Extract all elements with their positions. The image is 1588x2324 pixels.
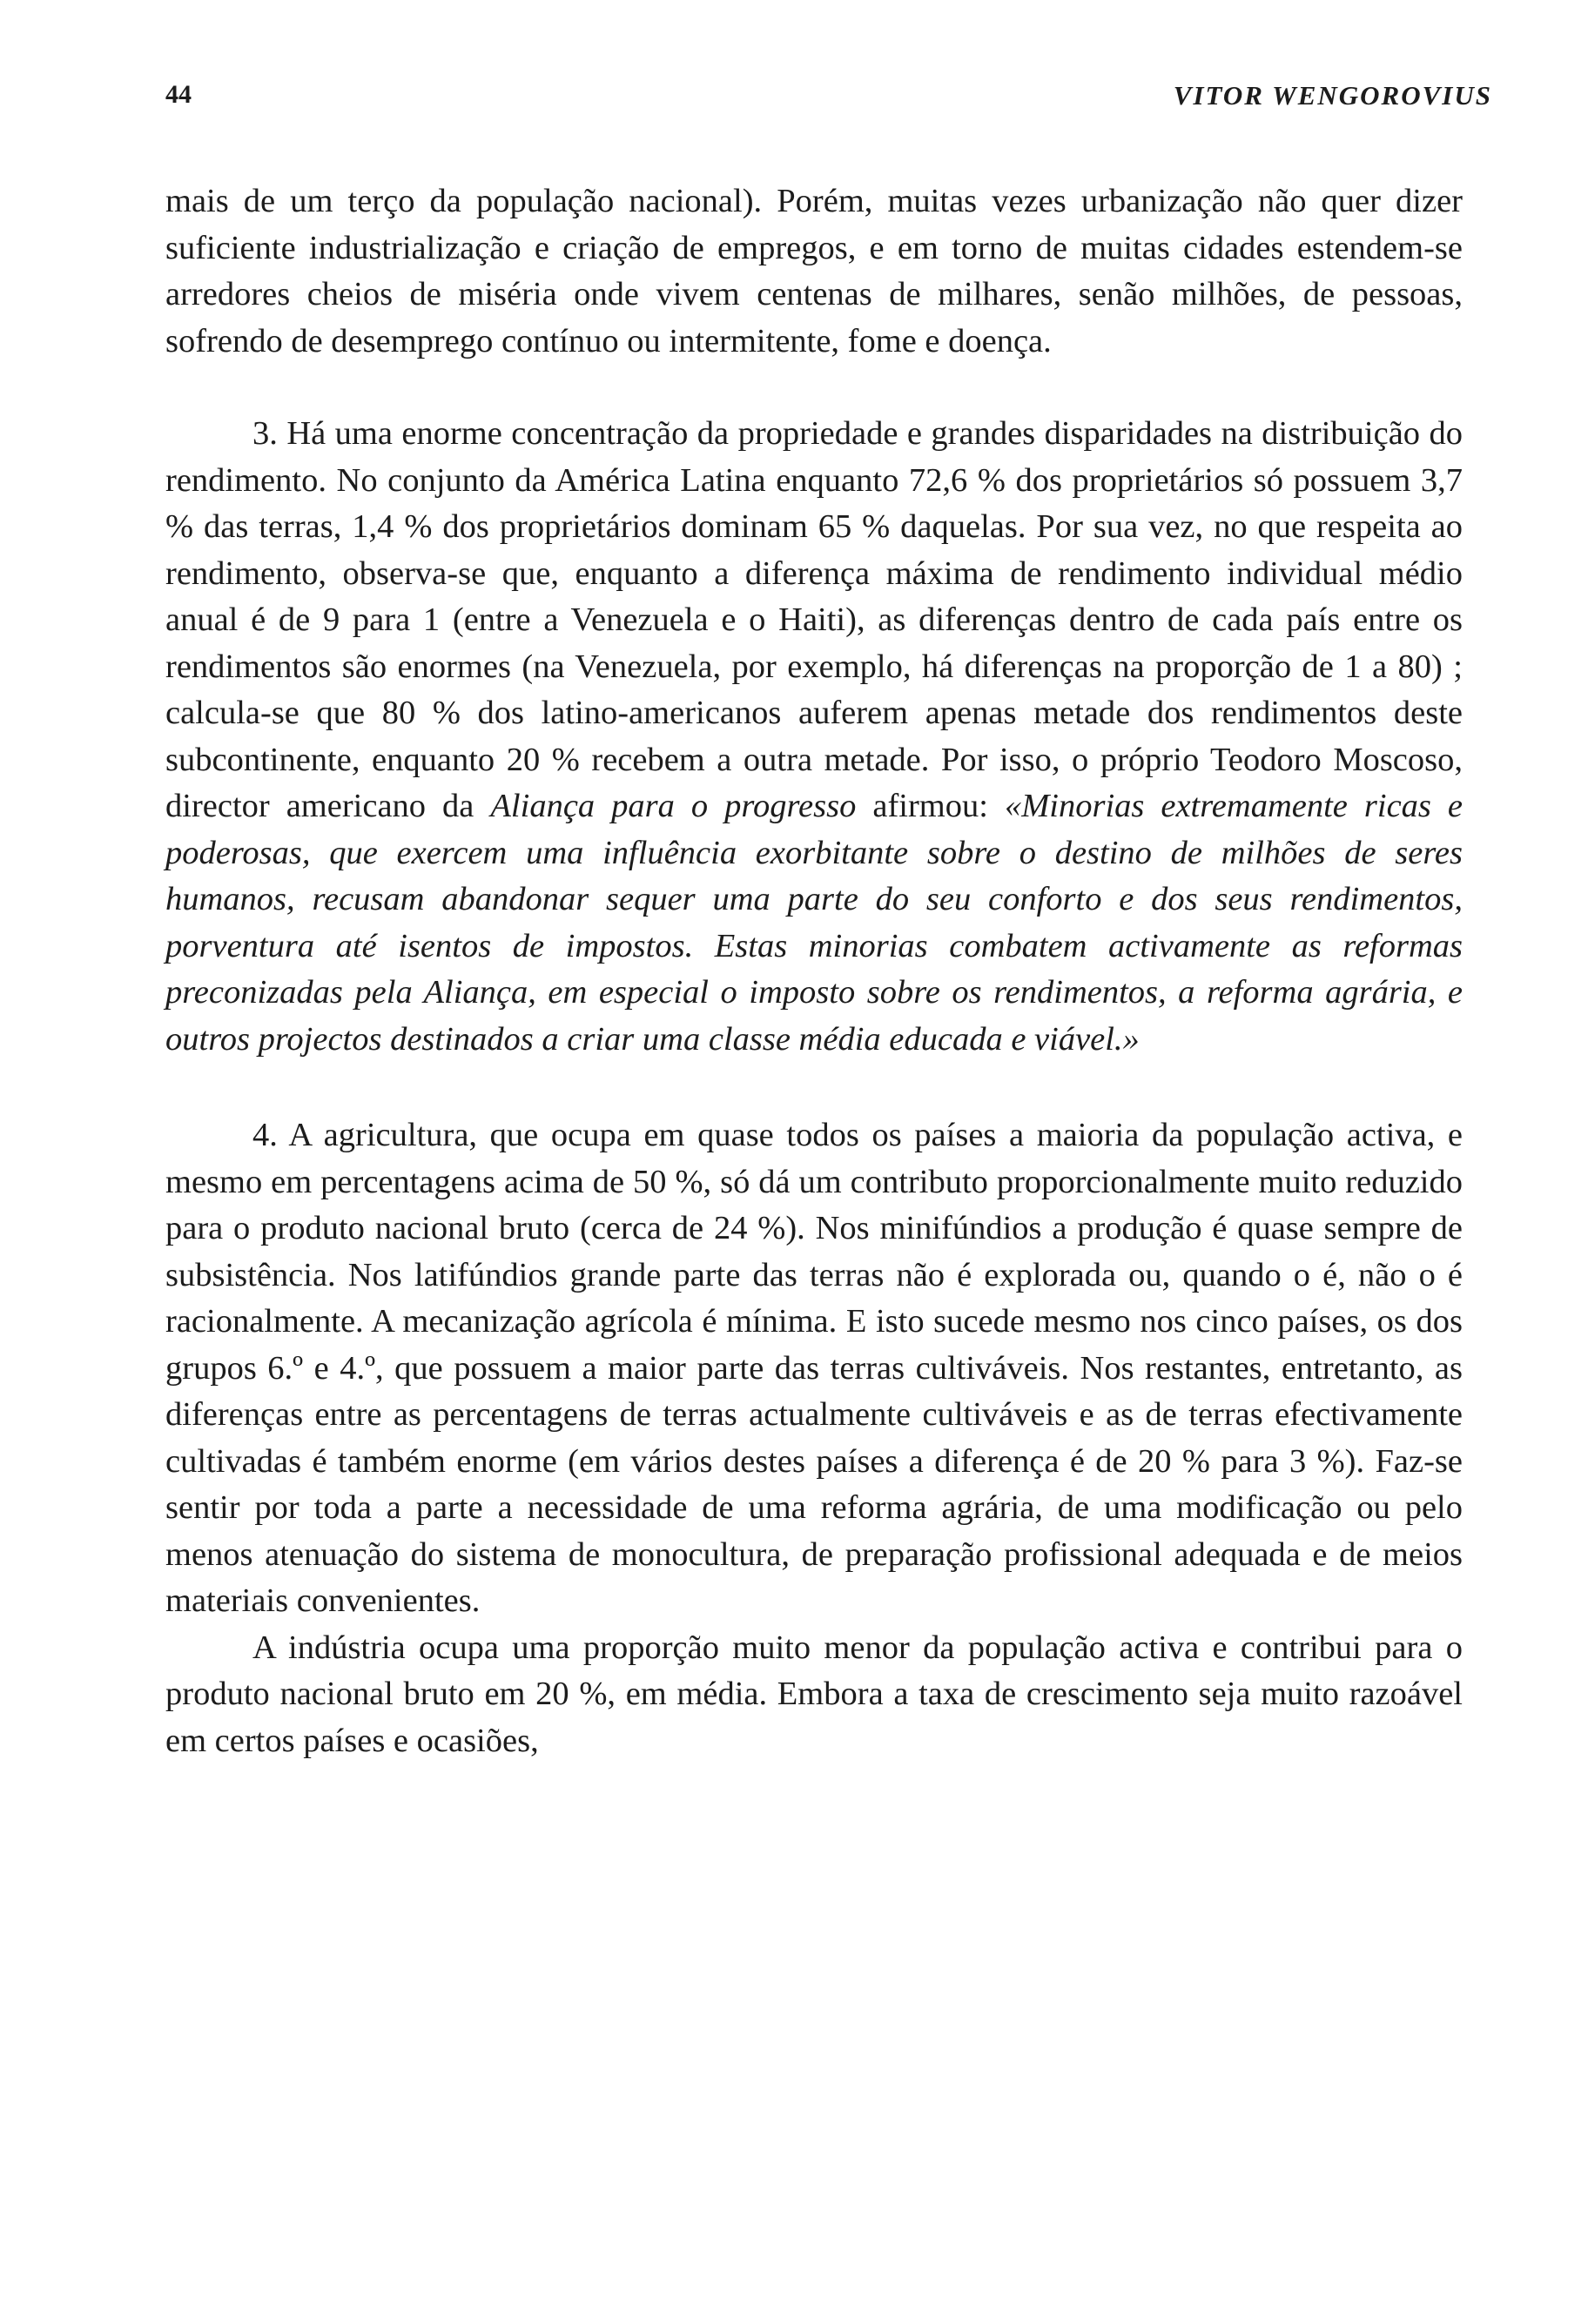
paragraph-4: A indústria ocupa uma proporção muito menor da população activa e contribui para o produto nacional bruto em 20 %, em média. Embora a taxa de crescimento seja muito razoável em certos países e ocasiões, xyxy=(165,1629,1463,1759)
paragraph-2-text: 3. Há uma enorme concentração da propriedade e grandes disparidades na distribuição do rendimento. No conjunto da América Latina enquanto 72,6 % dos proprietários só possuem 3,7 % das terras, 1,4 % dos proprietários dominam 65 % daquelas. Por sua vez, no que respeita ao rendimento, observa-se que, enquanto a diferença máxima de rendimento individual médio anual é de 9 para 1 (entre a Venezuela e o Haiti), as diferenças dentro de cada país entre os rendimentos são enormes (na Venezuela, por exemplo, há diferenças na proporção de 1 a 80) ; calcula-se que 80 % dos latino-americanos auferem apenas metade dos rendimentos deste subcontinente, enquanto 20 % recebem a outra metade. Por isso, o próprio Teodoro Moscoso, director americano da xyxy=(165,415,1463,824)
paragraph-3: 4. A agricultura, que ocupa em quase todos os países a maioria da população activa, e mesmo em percentagens acima de 50 %, só dá um contributo proporcionalmente muito reduzido para o produto nacional bruto (cerca de 24 %). Nos minifúndios a produção é quase sempre de subsistência. Nos latifúndios grande parte das terras não é explorada ou, quando o é, não o é racionalmente. A mecanização agrícola é mínima. E isto sucede mesmo nos cinco países, os dos grupos 6.º e 4.º, que possuem a maior parte das terras cultiváveis. Nos restantes, entretanto, as diferenças entre as percentagens de terras actualmente cultiváveis e as de terras efectivamente cultivadas é também enorme (em vários destes países a diferença é de 20 % para 3 %). Faz-se sentir por toda a parte a necessidade de uma reforma agrária, de uma modificação ou pelo menos atenuação do sistema de monocultura, de preparação profissional adequada e de meios materiais convenientes. xyxy=(165,1117,1463,1619)
quotation: «Minorias extremamente ricas e poderosas, que exercem uma influência exorbitante sobre o destino de milhões de seres humanos, recusam abandonar sequer uma parte do seu conforto e dos seus rendimentos, porventura até isentos de impostos. Estas minorias combatem activamente as reformas preconizadas pela Aliança, em especial o imposto sobre os rendimentos, a reforma agrária, e outros projectos destinados a criar uma classe média educada e viável.» xyxy=(165,788,1463,1058)
paragraph-2-text-cont: afirmou: xyxy=(856,788,1005,824)
paragraph-1: mais de um terço da população nacional). Porém, muitas vezes urbanização não quer dizer suficiente industrialização e criação de empregos, e em torno de muitas cidades estendem-se arredores cheios de miséria onde vivem centenas de milhares, senão milhões, de pessoas, sofrendo de desemprego contínuo ou intermitente, fome e doença. xyxy=(165,183,1463,359)
paragraph-2 xyxy=(165,411,1463,1063)
page-number: 44 xyxy=(165,80,192,109)
running-head: VITOR WENGOROVIUS xyxy=(1173,80,1492,111)
body-text xyxy=(165,178,1463,1764)
program-name: Aliança para o progresso xyxy=(490,788,857,824)
page-header xyxy=(165,80,1492,124)
